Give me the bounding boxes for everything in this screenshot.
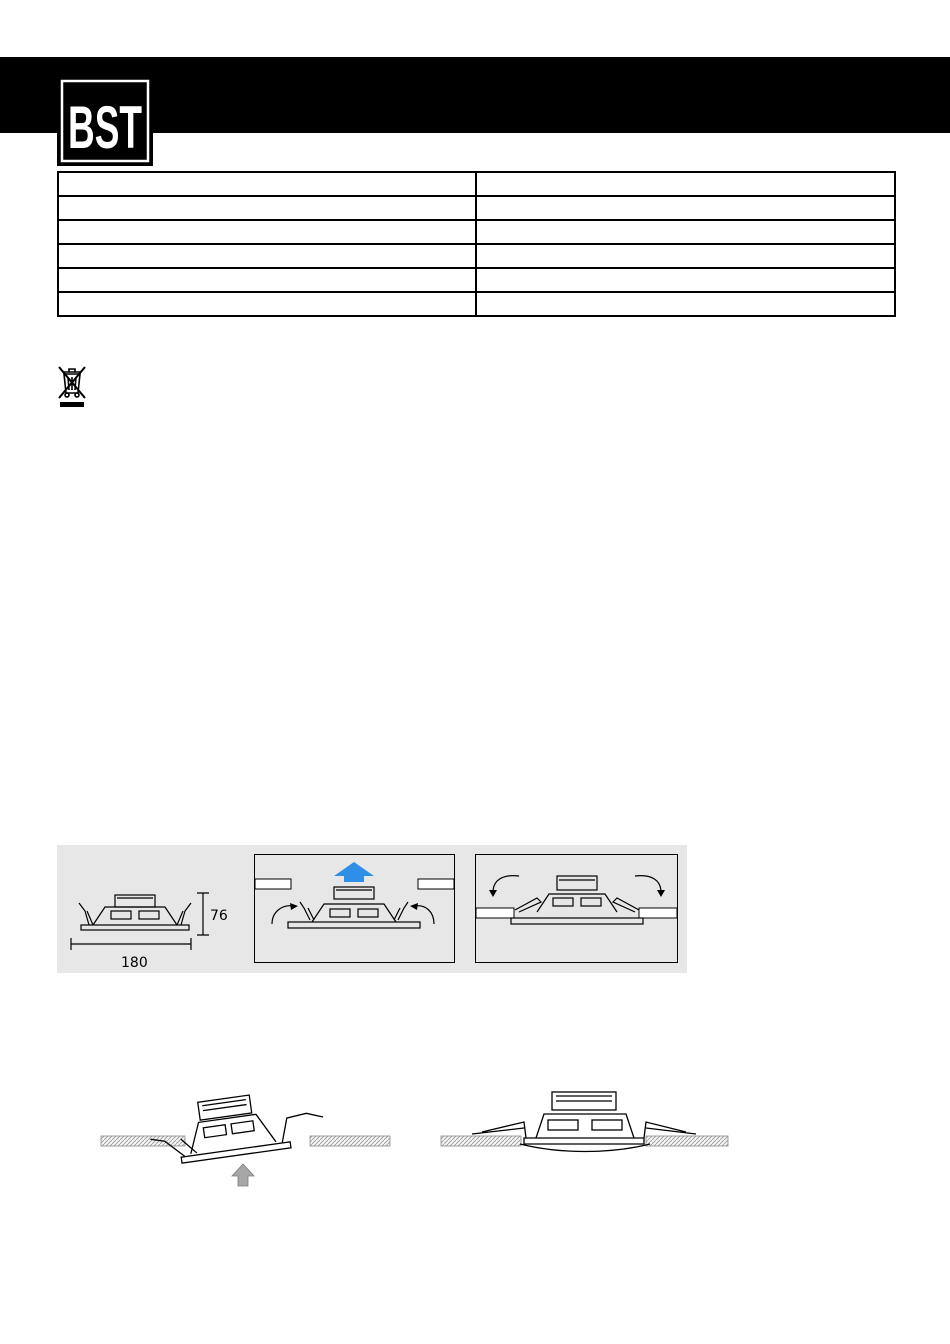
insert-speaker-diagram	[254, 854, 455, 963]
table-cell	[476, 172, 895, 196]
clamp-fixing-diagram	[475, 854, 678, 963]
ceiling-mounted-diagram	[440, 1084, 730, 1168]
width-dimension-label: 180	[121, 955, 148, 971]
blue-up-arrow-icon	[334, 862, 374, 882]
table-cell	[58, 220, 476, 244]
table-cell	[476, 268, 895, 292]
table-row	[58, 196, 895, 220]
table-row	[58, 244, 895, 268]
table-row	[58, 268, 895, 292]
installation-diagram-strip	[57, 845, 687, 973]
table-cell	[476, 220, 895, 244]
table-row	[58, 172, 895, 196]
table-cell	[58, 292, 476, 316]
specifications-table	[57, 171, 896, 317]
table-cell	[58, 244, 476, 268]
table-cell	[58, 172, 476, 196]
table-cell	[476, 244, 895, 268]
table-row	[58, 292, 895, 316]
dimension-diagram	[57, 845, 247, 973]
svg-text:BST: BST	[68, 94, 142, 161]
table-cell	[58, 268, 476, 292]
table-cell	[476, 196, 895, 220]
table-cell	[476, 292, 895, 316]
height-dimension-label: 76	[210, 908, 228, 924]
bst-logo	[57, 76, 153, 166]
ceiling-insert-diagram	[100, 1084, 392, 1192]
crossed-out-wheelie-bin-icon	[55, 362, 89, 408]
gray-up-arrow-icon	[232, 1164, 254, 1186]
table-cell	[58, 196, 476, 220]
table-row	[58, 220, 895, 244]
